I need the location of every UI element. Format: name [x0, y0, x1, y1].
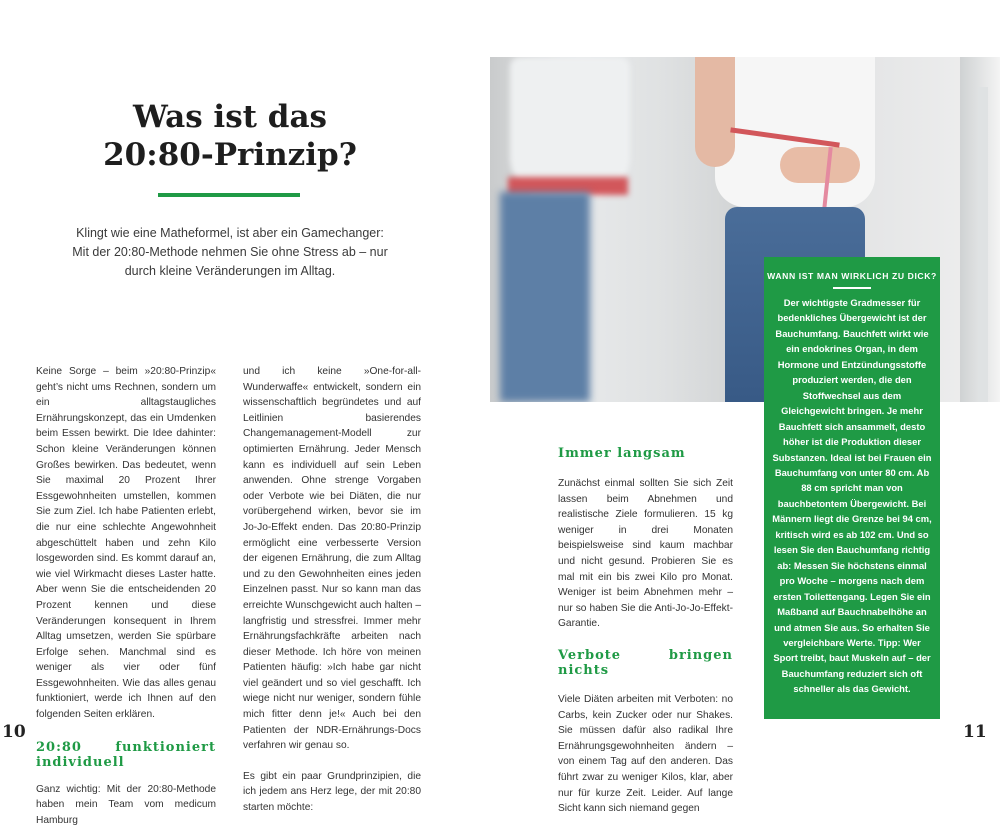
paragraph: Es gibt ein paar Grundprinzipien, die ich jedem ans Herz lege, der mit 20:80 starten möchte: [243, 770, 421, 814]
section-heading: Verbote bringen nichts [558, 647, 733, 678]
page-number: 10 [2, 722, 26, 742]
info-box-divider [833, 287, 871, 289]
text-column-1 [36, 364, 216, 828]
paragraph: Keine Sorge – beim »20:80-Prinzip« geht’s nicht ums Rechnen, sondern um ein alltagstaugliches Ernährungskonzept, das ein Umdenken beim Essen bewirkt. Die Idee dahinter: Schon kleine Veränderungen können Großes bewirken. Das bedeutet, wenn Sie maximal 20 Prozent Ihrer Essgewohnheiten umstellen, kommen Sie zum Ziel. Ich habe Patienten erlebt, die nur eine schlechte Angewohnheit abgeschüttelt haben und zehn Kilo losgeworden sind. Es kommt darauf an, wie viel Wirkmacht dieses Laster hatte. Aber wenn Sie die entscheidenden 20 Prozent kennen und diese Veränderungen konsequent in Ihrem Alltag umsetzen, werden Sie spürbare Erfolge sehen. Manchmal sind es weniger als vier oder fünf Essgewohnheiten. Wie das alles genau funktioniert, werde ich Ihnen auf den folgenden Seiten erklären. [36, 366, 216, 721]
info-box [764, 257, 940, 719]
right-page [490, 0, 1000, 815]
title-divider [158, 193, 300, 197]
title-line-1: Was ist das [132, 99, 327, 135]
paragraph: Viele Diäten arbeiten mit Verboten: no Carbs, kein Zucker oder nur Shakes. Sie müssen dafür also radikal Ihre Ernährungsgewohnheiten ändern – von einem Tag auf den anderen. Das führt zwar zu weniger Kilos, klar, aber nur für kurze Zeit. Leider. Auf lange Sicht kann sich niemand gegen [558, 693, 733, 815]
info-box-text: Der wichtigste Gradmesser für bedenkliches Übergewicht ist der Bauchumfang. Bauchfett wirkt wie ein endokrines Organ, in dem Hormone und Entzündungsstoffe produziert werden, die den Stoffwechsel aus dem Gleichgewicht bringen. Je mehr Bauchfett sich ansammelt, desto höher ist die Produktion dieser Substanzen. Ideal ist bei Frauen ein Bauchumfang von unter 80 cm. Ab 88 cm spricht man von bauchbetontem Übergewicht. Bei Männern liegt die Grenze bei 94 cm, kritisch wird es ab 102 cm. Und so lesen Sie den Bauchumfang richtig ab: Messen Sie höchstens einmal pro Woche – morgens nach dem ersten Toilettengang. Legen Sie ein Maßband auf Bauchnabelhöhe an und atmen Sie aus. So erhalten Sie vergleichbare Werte. Tipp: Wer Sport treibt, baut Muskeln auf – der Bauchumfang reduziert sich oft schneller als das Gewicht. [772, 297, 932, 695]
title-line-2: 20:80-Prinzip? [103, 137, 357, 173]
section-heading: 20:80 funktioniert individuell [36, 739, 216, 770]
page-number: 11 [963, 722, 987, 742]
paragraph: Zunächst einmal sollten Sie sich Zeit lassen beim Abnehmen und realistische Ziele formulieren. 15 kg weniger in drei Monaten beispielsweise sind kaum machbar und nicht gesund. Probieren Sie es mal mit ein bis zwei Kilo pro Monat. Weniger ist beim Abnehmen mehr – nur so haben Sie die Anti-Jo-Jo-Effekt-Garantie. [558, 478, 733, 630]
intro-text: Klingt wie eine Matheformel, ist aber ein Gamechanger: Mit der 20:80-Methode nehmen Sie ohne Stress ab – nur durch kleine Veränderungen im Alltag. [72, 226, 388, 278]
left-page [0, 0, 490, 826]
text-column-2 [243, 364, 421, 816]
section-heading: Immer langsam [558, 446, 686, 461]
paragraph: und ich keine »One-for-all-Wunderwaffe« entwickelt, sondern ein wissenschaftlich begründetes und auf Leitlinien basierendes Changemanagement-Modell zur optimierten Ernährung. Jeder Mensch kann es individuell auf sein Leben anwenden. Ohne strenge Vorgaben oder Verbote wie bei Diäten, die nur vorübergehend wirken, bevor sie im Jo-Jo-Effekt enden. Das 20:80-Prinzip ermöglicht eine verbesserte Version der eigenen Ernährung, die zum Alltag und zu den Gewohnheiten eines jeden Einzelnen passt. Nur so kann man das erreichte Wunschgewicht auch halten – langfristig und stressfrei. Immer mehr Ernährungsfachkräfte arbeiten nach dieser Methode. Ich höre von meinen Patienten häufig: »Ich habe gar nicht viel geändert und so viel geschafft. Ich wiege nicht nur weniger, sondern fühle mich fitter denn je!« Auch bei den Patienten der NDR-Ernährungs-Docs verfahren wir genau so. [243, 366, 421, 752]
text-column-3 [558, 446, 733, 817]
page-title [60, 98, 400, 174]
info-box-title: WANN IST MAN WIRKLICH ZU DICK? [767, 271, 937, 281]
paragraph: Ganz wichtig: Mit der 20:80-Methode haben mein Team vom medicum Hamburg [36, 783, 216, 826]
